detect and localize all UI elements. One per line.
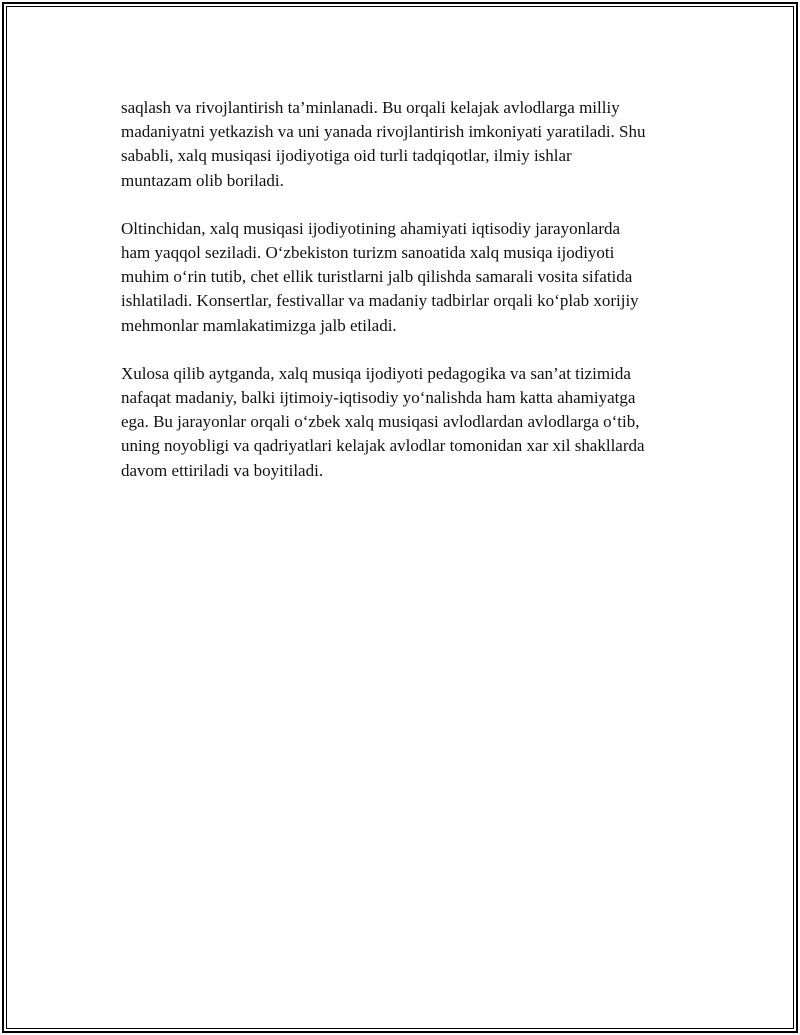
text-line: madaniyatni yetkazish va uni yanada rivojlantirish imkoniyati yaratiladi. Shu (121, 122, 646, 142)
paragraph-3 (121, 362, 701, 483)
paragraph-2 (121, 217, 701, 338)
text-line: davom ettiriladi va boyitiladi. (121, 460, 324, 480)
document-body (121, 96, 701, 507)
text-line: sababli, xalq musiqasi ijodiyotiga oid turli tadqiqotlar, ilmiy ishlar (121, 146, 572, 166)
text-line: uning noyobligi va qadriyatlari kelajak avlodlar tomonidan xar xil shakllarda (121, 436, 645, 456)
text-line: ham yaqqol seziladi. O‘zbekiston turizm sanoatida xalq musiqa ijodiyoti (121, 243, 615, 263)
text-line: muhim o‘rin tutib, chet ellik turistlarni jalb qilishda samarali vosita sifatida (121, 267, 633, 287)
paragraph-1 (121, 96, 701, 193)
text-line: ishlatiladi. Konsertlar, festivallar va madaniy tadbirlar orqali ko‘plab xorijiy (121, 291, 639, 311)
text-line: nafaqat madaniy, balki ijtimoiy-iqtisodiy yo‘nalishda ham katta ahamiyatga (121, 388, 636, 408)
text-line: Xulosa qilib aytganda, xalq musiqa ijodiyoti pedagogika va san’at tizimida (121, 363, 631, 383)
text-line: ega. Bu jarayonlar orqali o‘zbek xalq musiqasi avlodlardan avlodlarga o‘tib, (121, 412, 640, 432)
text-line: saqlash va rivojlantirish ta’minlanadi. Bu orqali kelajak avlodlarga milliy (121, 98, 620, 117)
text-line: Oltinchidan, xalq musiqasi ijodiyotining ahamiyati iqtisodiy jarayonlarda (121, 218, 621, 238)
text-line: mehmonlar mamlakatimizga jalb etiladi. (121, 315, 397, 335)
text-line: muntazam olib boriladi. (121, 170, 284, 190)
page-border (2, 2, 798, 1033)
